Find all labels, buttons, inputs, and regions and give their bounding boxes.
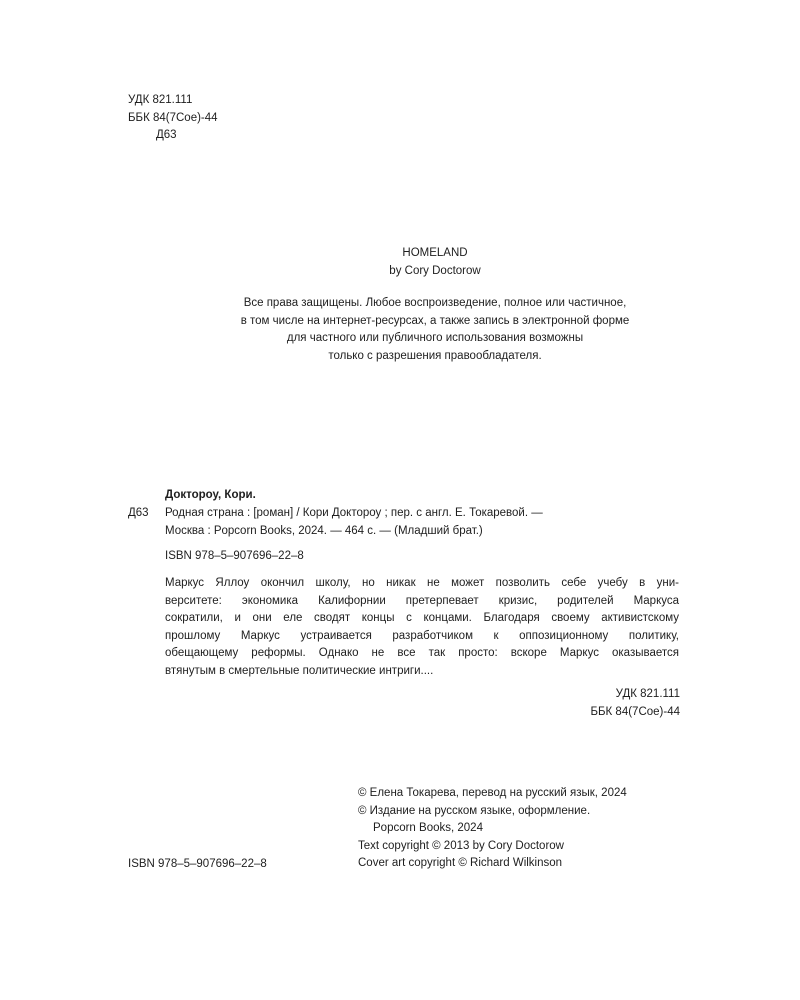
original-edition-block bbox=[150, 245, 720, 365]
copyright-line: © Издание на русском языке, оформление. bbox=[358, 804, 591, 817]
isbn-bottom: ISBN 978–5–907696–22–8 bbox=[128, 858, 267, 870]
annotation-line: обещающему реформы. Однако не все так просто: вскоре Маркус оказывается bbox=[165, 647, 679, 659]
bibliographic-isbn: ISBN 978–5–907696–22–8 bbox=[165, 550, 304, 562]
rights-line: в том числе на интернет-ресурсах, а также запись в электронной форме bbox=[240, 314, 630, 327]
udk-code: УДК 821.111 bbox=[128, 94, 193, 106]
annotation-line: верситете: экономика Калифорнии претерпевает кризис, родителей Маркуса bbox=[165, 594, 679, 607]
annotation-line: Маркус Яллоу окончил школу, но никак не может позволить себе учебу в уни- bbox=[165, 577, 679, 589]
copyright-block bbox=[358, 785, 627, 873]
copyright-line: Text copyright © 2013 by Cory Doctorow bbox=[358, 839, 564, 852]
udk-code: УДК 821.111 bbox=[615, 688, 680, 700]
rights-line: только с разрешения правообладателя. bbox=[328, 349, 542, 362]
annotation-line: сократили, и они еле сводят концы с концами. Благодаря своему активистскому bbox=[165, 612, 679, 624]
original-byline: by Cory Doctorow bbox=[389, 264, 481, 277]
annotation-line: прошлому Маркус устраивается разработчиком к оппозиционному политику, bbox=[165, 629, 679, 642]
copyright-line: Popcorn Books, 2024 bbox=[373, 822, 483, 834]
copyright-line: Cover art copyright © Richard Wilkinson bbox=[358, 857, 563, 869]
rights-line: Все права защищены. Любое воспроизведение, полное или частичное, bbox=[243, 297, 627, 309]
original-title: HOMELAND bbox=[402, 247, 468, 259]
annotation bbox=[165, 575, 679, 680]
annotation-line: втянутым в смертельные политические интриги.... bbox=[165, 664, 434, 677]
copyright-line: © Елена Токарева, перевод на русский язык, 2024 bbox=[358, 787, 627, 799]
top-classification-codes bbox=[128, 92, 218, 145]
bbk-code: ББК 84(7Сое)-44 bbox=[128, 111, 218, 124]
author-mark: Д63 bbox=[156, 129, 177, 141]
bibliographic-code: Д63 bbox=[128, 507, 149, 519]
bibliographic-author: Доктороу, Кори. bbox=[165, 489, 256, 501]
description-line: Москва : Popcorn Books, 2024. — 464 с. — (Младший брат.) bbox=[165, 524, 483, 537]
bibliographic-description bbox=[165, 505, 679, 540]
bbk-code: ББК 84(7Сое)-44 bbox=[590, 705, 680, 718]
rights-line: для частного или публичного использования возможны bbox=[286, 332, 584, 344]
rights-notice bbox=[150, 295, 720, 365]
description-line: Родная страна : [роман] / Кори Доктороу ; пер. с англ. Е. Токаревой. — bbox=[165, 507, 543, 519]
bottom-classification-codes bbox=[480, 686, 680, 721]
